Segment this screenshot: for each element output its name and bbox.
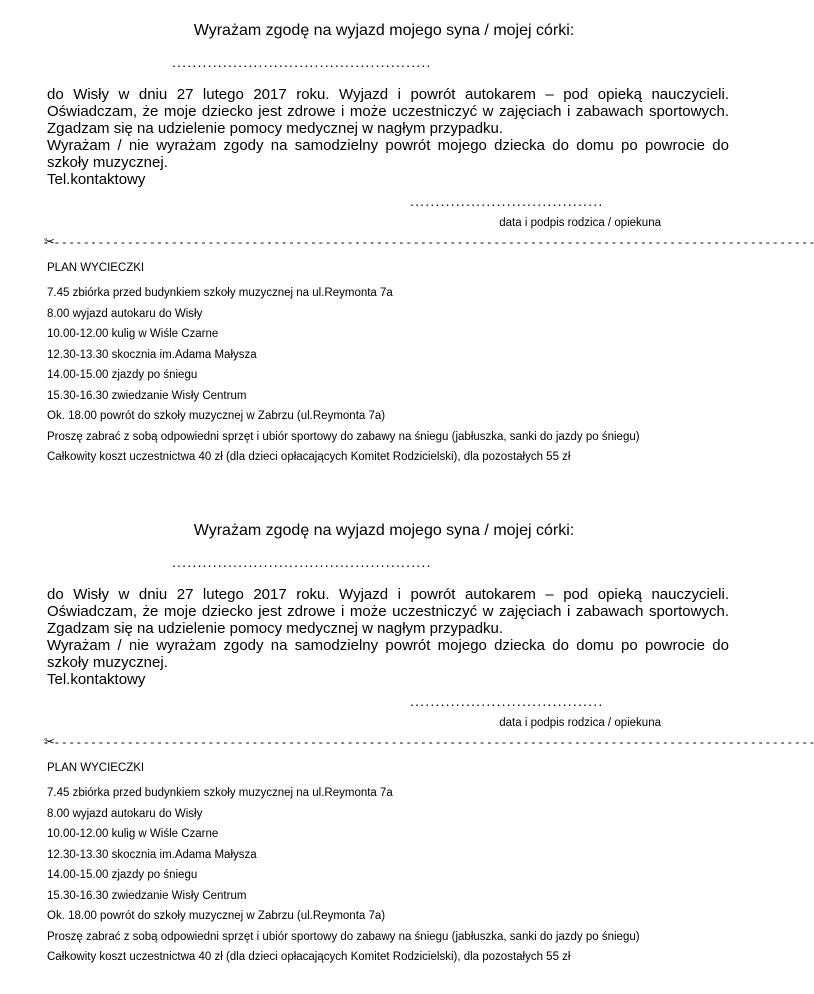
scissors-icon: ✂ [44,734,55,749]
list-item: Proszę zabrać z sobą odpowiedni sprzęt i ubiór sportowy do zabawy na śniegu (jabłuszka, sanki do jazdy po śniegu) [47,430,640,443]
child-name-field: ................................................... [172,554,432,570]
list-item: 8.00 wyjazd autokaru do Wisły [47,307,203,320]
plan-title: PLAN WYCIECZKI [47,762,145,774]
signature-field: ...................................... [410,193,604,209]
consent-heading: Wyrażam zgodę na wyjazd mojego syna / mojej córki: [193,522,575,539]
list-item: 10.00-12.00 kulig w Wiśle Czarne [47,828,219,840]
plan-list [47,286,640,471]
dashed-line: - - - - - - - - - - - - - - - - - - - - - - - - - - - - - - - - - - - - - - - - - - - - - - - - - - - - - - - - - - - - - - - - - - - - - - - - - - - - - - - - - - - - - - - - - - - - - - - - - - - - - - - - [54,235,814,249]
consent-body [47,86,729,188]
return-permission-paragraph: Wyrażam / nie wyrażam zgody na samodzielny powrót mojego dziecka do domu po powrocie do szkoły muzycznej. [47,637,729,671]
consent-paragraph: do Wisły w dniu 27 lutego 2017 roku. Wyjazd i powrót autokarem – pod opieką nauczycieli. Oświadczam, że moje dziecko jest zdrowe i może uczestniczyć w zajęciach i zabawach sportowych. Zgadzam się na udzielenie pomocy medycznej w nagłym przypadku. [47,86,729,137]
scissors-icon: ✂ [44,234,55,249]
child-name-field: ................................................... [172,54,432,70]
list-item: 12.30-13.30 skocznia im.Adama Małysza [47,348,257,361]
list-item: 14.00-15.00 zjazdy po śniegu [47,869,198,881]
plan-list [47,786,640,971]
list-item: 7.45 zbiórka przed budynkiem szkoły muzycznej na ul.Reymonta 7a [47,787,393,799]
list-item: 7.45 zbiórka przed budynkiem szkoły muzycznej na ul.Reymonta 7a [47,287,393,299]
signature-label: data i podpis rodzica / opiekuna [499,217,661,229]
list-item: 15.30-16.30 zwiedzanie Wisły Centrum [47,889,247,902]
signature-label: data i podpis rodzica / opiekuna [499,717,661,729]
list-item: 8.00 wyjazd autokaru do Wisły [47,807,203,820]
list-item: Ok. 18.00 powrót do szkoły muzycznej w Zabrzu (ul.Reymonta 7a) [47,410,386,422]
consent-heading: Wyrażam zgodę na wyjazd mojego syna / mojej córki: [193,22,575,39]
phone-label: Tel.kontaktowy [47,171,146,188]
cut-line [44,234,814,250]
cut-line [44,734,814,750]
plan-title: PLAN WYCIECZKI [47,262,145,274]
list-item: Proszę zabrać z sobą odpowiedni sprzęt i ubiór sportowy do zabawy na śniegu (jabłuszka, sanki do jazdy po śniegu) [47,930,640,943]
consent-paragraph: do Wisły w dniu 27 lutego 2017 roku. Wyjazd i powrót autokarem – pod opieką nauczycieli. Oświadczam, że moje dziecko jest zdrowe i może uczestniczyć w zajęciach i zabawach sportowych. Zgadzam się na udzielenie pomocy medycznej w nagłym przypadku. [47,586,729,637]
list-item: 10.00-12.00 kulig w Wiśle Czarne [47,328,219,340]
signature-field: ...................................... [410,693,604,709]
list-item: Ok. 18.00 powrót do szkoły muzycznej w Zabrzu (ul.Reymonta 7a) [47,910,386,922]
list-item: 12.30-13.30 skocznia im.Adama Małysza [47,848,257,861]
list-item: 15.30-16.30 zwiedzanie Wisły Centrum [47,389,247,402]
list-item: Całkowity koszt uczestnictwa 40 zł (dla dzieci opłacających Komitet Rodzicielski), dla pozostałych 55 zł [47,451,571,463]
phone-label: Tel.kontaktowy [47,671,146,688]
dashed-line: - - - - - - - - - - - - - - - - - - - - - - - - - - - - - - - - - - - - - - - - - - - - - - - - - - - - - - - - - - - - - - - - - - - - - - - - - - - - - - - - - - - - - - - - - - - - - - - - - - - - - - - - [54,735,814,749]
consent-body [47,586,729,688]
return-permission-paragraph: Wyrażam / nie wyrażam zgody na samodzielny powrót mojego dziecka do domu po powrocie do szkoły muzycznej. [47,137,729,171]
list-item: 14.00-15.00 zjazdy po śniegu [47,369,198,381]
list-item: Całkowity koszt uczestnictwa 40 zł (dla dzieci opłacających Komitet Rodzicielski), dla pozostałych 55 zł [47,951,571,963]
